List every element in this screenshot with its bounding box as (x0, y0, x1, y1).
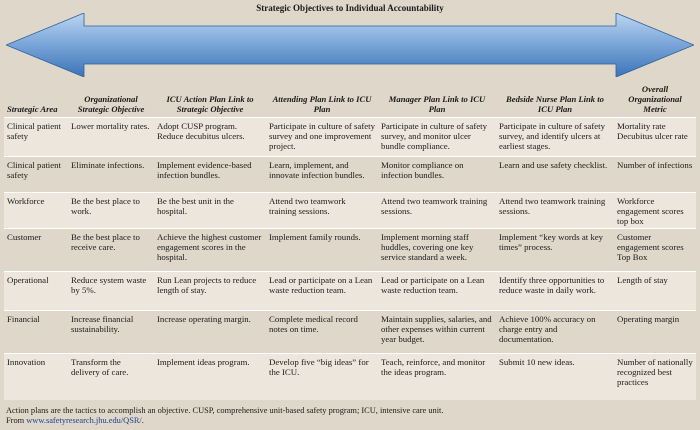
cell-manager-plan: Attend two teamwork training sessions. (378, 193, 496, 229)
double-headed-arrow-icon (6, 13, 694, 77)
cell-metric: Operating margin (614, 311, 696, 354)
header-icu-action-plan: ICU Action Plan Link to Strategic Objective (166, 94, 254, 114)
cell-manager-plan: Lead or participate on a Lean waste reduction team. (378, 272, 496, 311)
cell-objective: Be the best place to work. (68, 193, 154, 229)
table-row (4, 311, 696, 354)
header-attending-plan: Attending Plan Link to ICU Plan (272, 94, 372, 114)
footnote-from: From (6, 416, 27, 425)
header-row (4, 82, 696, 118)
accountability-table (4, 82, 696, 400)
cell-nurse-plan: Learn and use safety checklist. (496, 157, 614, 193)
cell-strategic-area: Innovation (4, 354, 68, 400)
cell-manager-plan: Maintain supplies, salaries, and other expenses within current year budget. (378, 311, 496, 354)
header-manager-plan: Manager Plan Link to ICU Plan (388, 94, 486, 114)
cell-attending-plan: Attend two teamwork training sessions. (266, 193, 378, 229)
footnote-source (6, 416, 696, 426)
cell-objective: Transform the delivery of care. (68, 354, 154, 400)
cell-objective: Reduce system waste by 5%. (68, 272, 154, 311)
cell-icu-plan: Adopt CUSP program. Reduce decubitus ulcers. (154, 118, 266, 157)
cell-metric: Number of infections (614, 157, 696, 193)
cell-icu-plan: Implement ideas program. (154, 354, 266, 400)
cell-icu-plan: Be the best unit in the hospital. (154, 193, 266, 229)
cell-attending-plan: Participate in culture of safety survey and one improvement project. (266, 118, 378, 157)
cell-icu-plan: Run Lean projects to reduce length of stay. (154, 272, 266, 311)
cell-manager-plan: Participate in culture of safety survey, and monitor ulcer bundle compliance. (378, 118, 496, 157)
cell-strategic-area: Financial (4, 311, 68, 354)
footnote (6, 406, 696, 426)
cell-objective: Lower mortality rates. (68, 118, 154, 157)
cell-objective: Be the best place to receive care. (68, 229, 154, 272)
cell-strategic-area: Clinical patient safety (4, 157, 68, 193)
cell-strategic-area: Clinical patient safety (4, 118, 68, 157)
cell-metric: Number of nationally recognized best practices (614, 354, 696, 400)
table-row (4, 229, 696, 272)
table-row (4, 118, 696, 157)
table-row (4, 157, 696, 193)
cell-metric: Length of stay (614, 272, 696, 311)
cell-strategic-area: Customer (4, 229, 68, 272)
cell-manager-plan: Implement morning staff huddles, covering one key service standard a week. (378, 229, 496, 272)
cell-attending-plan: Complete medical record notes on time. (266, 311, 378, 354)
source-link[interactable]: www.safetyresearch.jhu.edu/QSR/ (26, 416, 142, 425)
cell-metric: Customer engagement scores Top Box (614, 229, 696, 272)
cell-icu-plan: Achieve the highest customer engagement scores in the hospital. (154, 229, 266, 272)
cell-attending-plan: Develop five “big ideas” for the ICU. (266, 354, 378, 400)
cell-attending-plan: Learn, implement, and innovate infection bundles. (266, 157, 378, 193)
cell-objective: Eliminate infections. (68, 157, 154, 193)
table-row (4, 193, 696, 229)
cell-icu-plan: Implement evidence-based infection bundles. (154, 157, 266, 193)
cell-nurse-plan: Identify three opportunities to reduce waste in daily work. (496, 272, 614, 311)
table-row (4, 272, 696, 311)
footnote-definitions: Action plans are the tactics to accomplish an objective. CUSP, comprehensive unit-based safety program; ICU, intensive care unit. (6, 406, 444, 415)
cell-metric: Mortality rate Decubitus ulcer rate (614, 118, 696, 157)
cell-metric: Workforce engagement scores top box (614, 193, 696, 229)
cell-nurse-plan: Achieve 100% accuracy on charge entry and documentation. (496, 311, 614, 354)
header-bedside-nurse-plan: Bedside Nurse Plan Link to ICU Plan (506, 94, 604, 114)
cell-nurse-plan: Implement “key words at key times” process. (496, 229, 614, 272)
cell-manager-plan: Teach, reinforce, and monitor the ideas program. (378, 354, 496, 400)
figure-title: Strategic Objectives to Individual Accountability (256, 3, 444, 13)
cell-attending-plan: Lead or participate on a Lean waste reduction team. (266, 272, 378, 311)
cell-nurse-plan: Attend two teamwork training sessions. (496, 193, 614, 229)
cell-manager-plan: Monitor compliance on infection bundles. (378, 157, 496, 193)
cell-attending-plan: Implement family rounds. (266, 229, 378, 272)
footnote-period: . (141, 416, 144, 425)
cell-strategic-area: Operational (4, 272, 68, 311)
cell-objective: Increase financial sustainability. (68, 311, 154, 354)
header-strategic-area: Strategic Area (7, 104, 58, 114)
header-organizational-metric: Overall Organizational Metric (628, 84, 682, 114)
cell-nurse-plan: Participate in culture of safety survey, and identify ulcers at earliest stages. (496, 118, 614, 157)
cell-strategic-area: Workforce (4, 193, 68, 229)
header-organizational-objective: Organizational Strategic Objective (77, 94, 145, 114)
cell-icu-plan: Increase operating margin. (154, 311, 266, 354)
table-row (4, 354, 696, 400)
cell-nurse-plan: Submit 10 new ideas. (496, 354, 614, 400)
